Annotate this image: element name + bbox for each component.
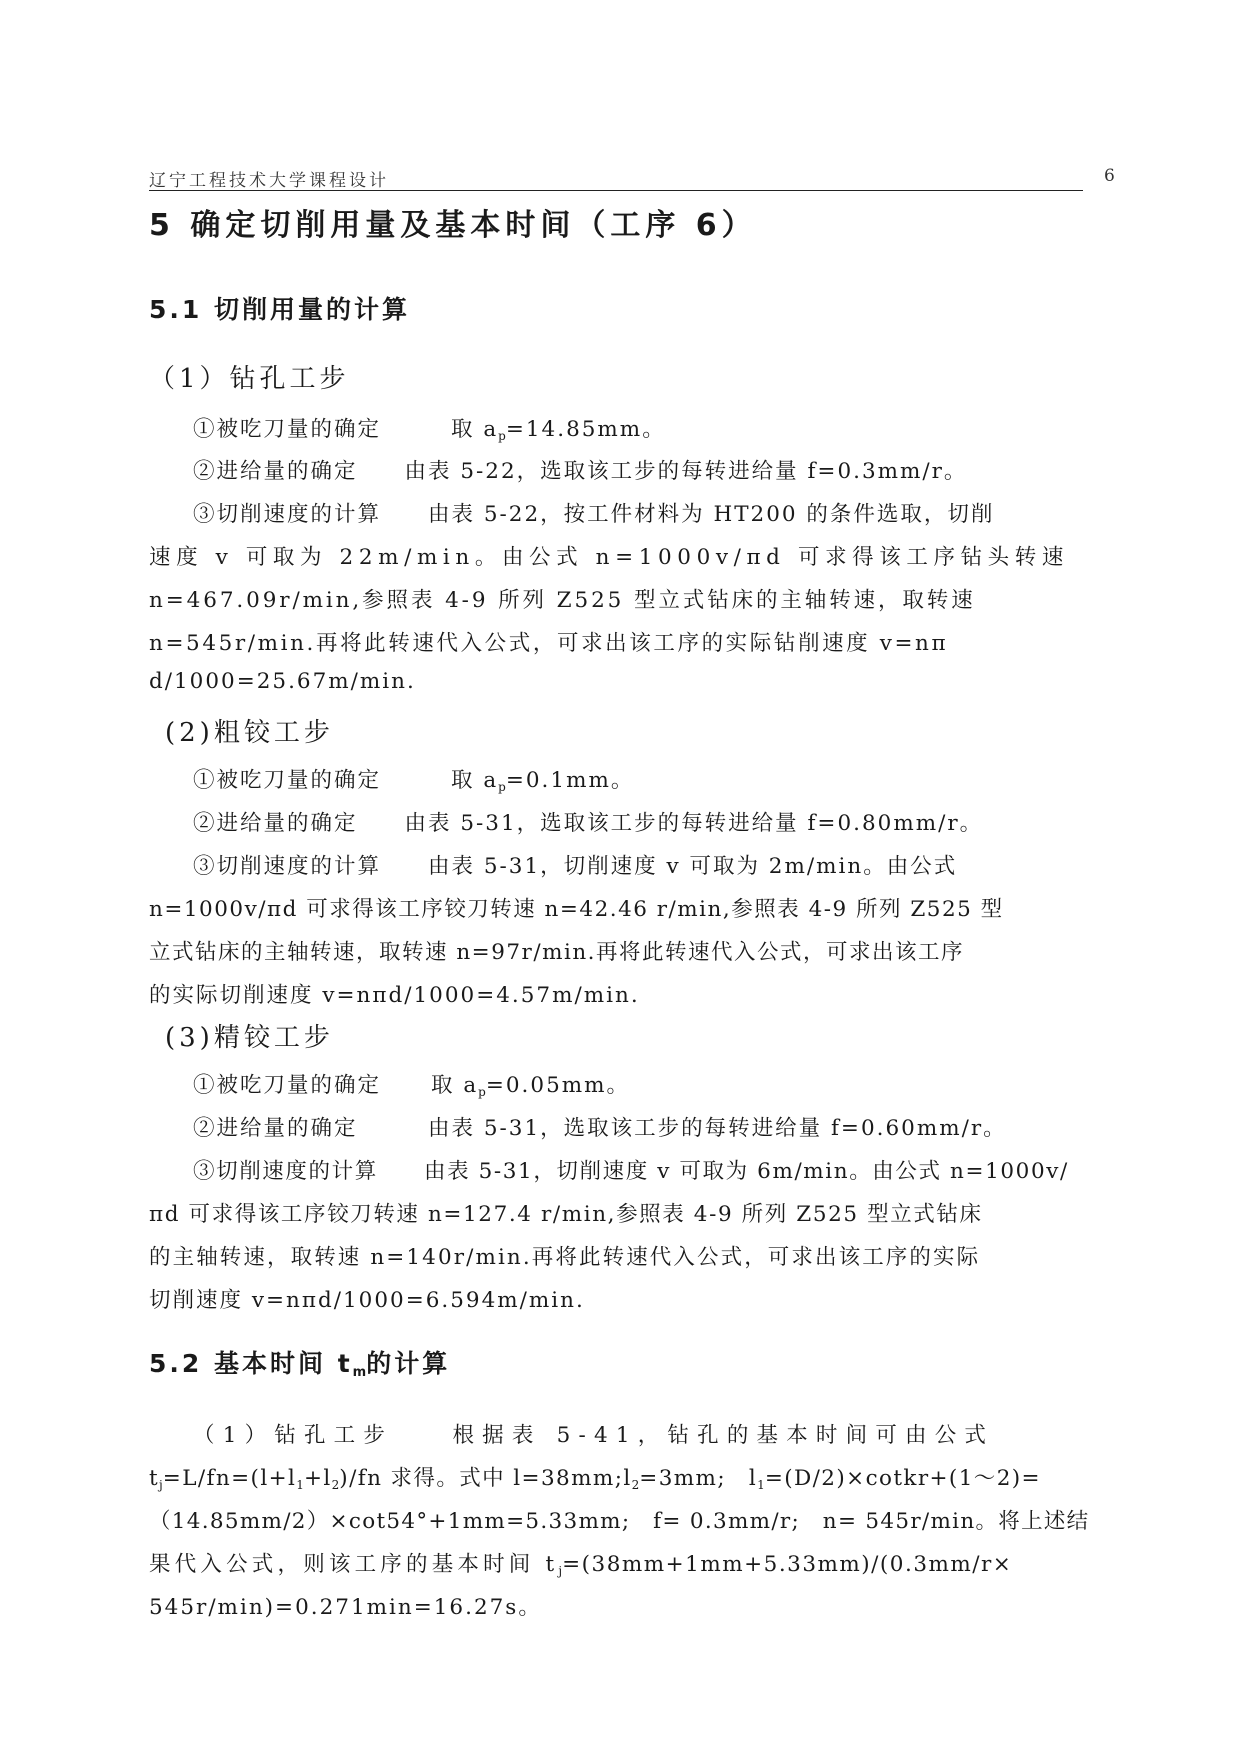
step3-depth-pre: 取 a xyxy=(431,1073,479,1098)
basic-time-line-3: （14.85mm/2）×cot54°+1mm=5.33mm; f= 0.3mm/r; n= 545r/min。将上述结 xyxy=(149,1509,1090,1534)
step1-depth-pre: 取 a xyxy=(451,417,499,442)
step3-depth-line xyxy=(193,1068,630,1099)
step1-speed-line-1: ③切削速度的计算 由表 5-22，按工件材料为 HT200 的条件选取，切削 xyxy=(193,502,995,527)
step1-depth-sub: p xyxy=(498,429,506,443)
formula-t-sub: j xyxy=(159,1478,163,1492)
section-5-1-title: 5.1 切削用量的计算 xyxy=(149,295,410,324)
step3-title: (3)精铰工步 xyxy=(165,1023,334,1053)
step2-speed-line-2: n=1000v/πd 可求得该工序铰刀转速 n=42.46 r/min,参照表 4-9 所列 Z525 型 xyxy=(149,897,1004,922)
formula-part-f: =(D/2)×cotkr+(1～2)= xyxy=(764,1466,1041,1491)
step3-depth-sub: p xyxy=(478,1085,486,1099)
formula-part-c: +l xyxy=(303,1466,332,1491)
step2-depth-pre: 取 a xyxy=(451,768,499,793)
result-part-a: 果代入公式，则该工序的基本时间 t xyxy=(149,1552,559,1577)
step3-depth-label: ①被吃刀量的确定 xyxy=(193,1073,382,1098)
step3-depth-value: =0.05mm。 xyxy=(485,1073,631,1098)
step2-depth-label: ①被吃刀量的确定 xyxy=(193,768,382,793)
step3-speed-line-1: ③切削速度的计算 由表 5-31，切削速度 v 可取为 6m/min。由公式 n=1000v/ xyxy=(193,1159,1069,1184)
step2-depth-sub: p xyxy=(498,780,506,794)
chapter-title: 5 确定切削用量及基本时间（工序 6） xyxy=(149,208,757,243)
step3-feed-line: ②进给量的确定 由表 5-31，选取该工步的每转进给量 f=0.60mm/r。 xyxy=(193,1116,1007,1141)
step1-depth-value: =14.85mm。 xyxy=(505,417,666,442)
step3-speed-line-2: πd 可求得该工序铰刀转速 n=127.4 r/min,参照表 4-9 所列 Z525 型立式钻床 xyxy=(149,1202,983,1227)
formula-sub-2b: 2 xyxy=(631,1478,640,1492)
page-number: 6 xyxy=(1104,166,1115,186)
formula-sub-2: 2 xyxy=(331,1478,340,1492)
header-rule xyxy=(149,190,1083,191)
step1-depth-line xyxy=(193,412,666,443)
formula-sub-1b: 1 xyxy=(757,1478,765,1492)
step1-speed-line-3: n=467.09r/min,参照表 4-9 所列 Z525 型立式钻床的主轴转速，取转速 xyxy=(149,588,976,613)
formula-sub-1: 1 xyxy=(296,1478,304,1492)
running-header: 辽宁工程技术大学课程设计 xyxy=(149,171,389,191)
step1-depth-label: ①被吃刀量的确定 xyxy=(193,417,382,442)
step2-title: (2)粗铰工步 xyxy=(165,718,334,748)
formula-part-d: )/fn 求得。式中 l=38mm;l xyxy=(339,1466,632,1491)
step1-speed-line-4: n=545r/min.再将此转速代入公式，可求出该工序的实际钻削速度 v=nπ xyxy=(149,631,949,656)
formula-part-b: =L/fn=(l+l xyxy=(162,1466,297,1491)
basic-time-line-2 xyxy=(149,1461,1041,1492)
step1-speed-line-2: 速度 v 可取为 22m/min。由公式 n=1000v/πd 可求得该工序钻头转速 xyxy=(149,545,1069,570)
basic-time-line-1: （1）钻孔工步 根据表 5-41，钻孔的基本时间可由公式 xyxy=(193,1423,995,1448)
step2-speed-line-1: ③切削速度的计算 由表 5-31，切削速度 v 可取为 2m/min。由公式 xyxy=(193,854,958,879)
step2-feed-line: ②进给量的确定 由表 5-31，选取该工步的每转进给量 f=0.80mm/r。 xyxy=(193,811,984,836)
step2-speed-line-4: 的实际切削速度 v=nπd/1000=4.57m/min. xyxy=(149,983,640,1008)
section-5-2-sub: m xyxy=(352,1365,367,1380)
step2-depth-line xyxy=(193,763,634,794)
result-t-sub: j xyxy=(558,1564,563,1578)
section-5-2-prefix: 5.2 基本时间 t xyxy=(149,1349,353,1378)
step3-speed-line-3: 的主轴转速，取转速 n=140r/min.再将此转速代入公式，可求出该工序的实际 xyxy=(149,1245,981,1270)
basic-time-line-4 xyxy=(149,1547,1012,1578)
step2-depth-value: =0.1mm。 xyxy=(505,768,635,793)
section-5-2-title xyxy=(149,1344,450,1380)
step1-feed-line: ②进给量的确定 由表 5-22，选取该工步的每转进给量 f=0.3mm/r。 xyxy=(193,459,968,484)
formula-t: t xyxy=(149,1466,160,1491)
formula-part-e: =3mm; l xyxy=(639,1466,758,1491)
basic-time-line-5: 545r/min)=0.271min=16.27s。 xyxy=(149,1595,542,1620)
step2-speed-line-3: 立式钻床的主轴转速，取转速 n=97r/min.再将此转速代入公式，可求出该工序 xyxy=(149,940,965,965)
section-5-2-suffix: 的计算 xyxy=(366,1349,451,1378)
step1-speed-line-5: d/1000=25.67m/min. xyxy=(149,669,416,694)
step1-title: （1）钻孔工步 xyxy=(149,364,350,394)
result-part-b: =(38mm+1mm+5.33mm)/(0.3mm/r× xyxy=(562,1552,1013,1577)
step3-speed-line-4: 切削速度 v=nπd/1000=6.594m/min. xyxy=(149,1288,585,1313)
